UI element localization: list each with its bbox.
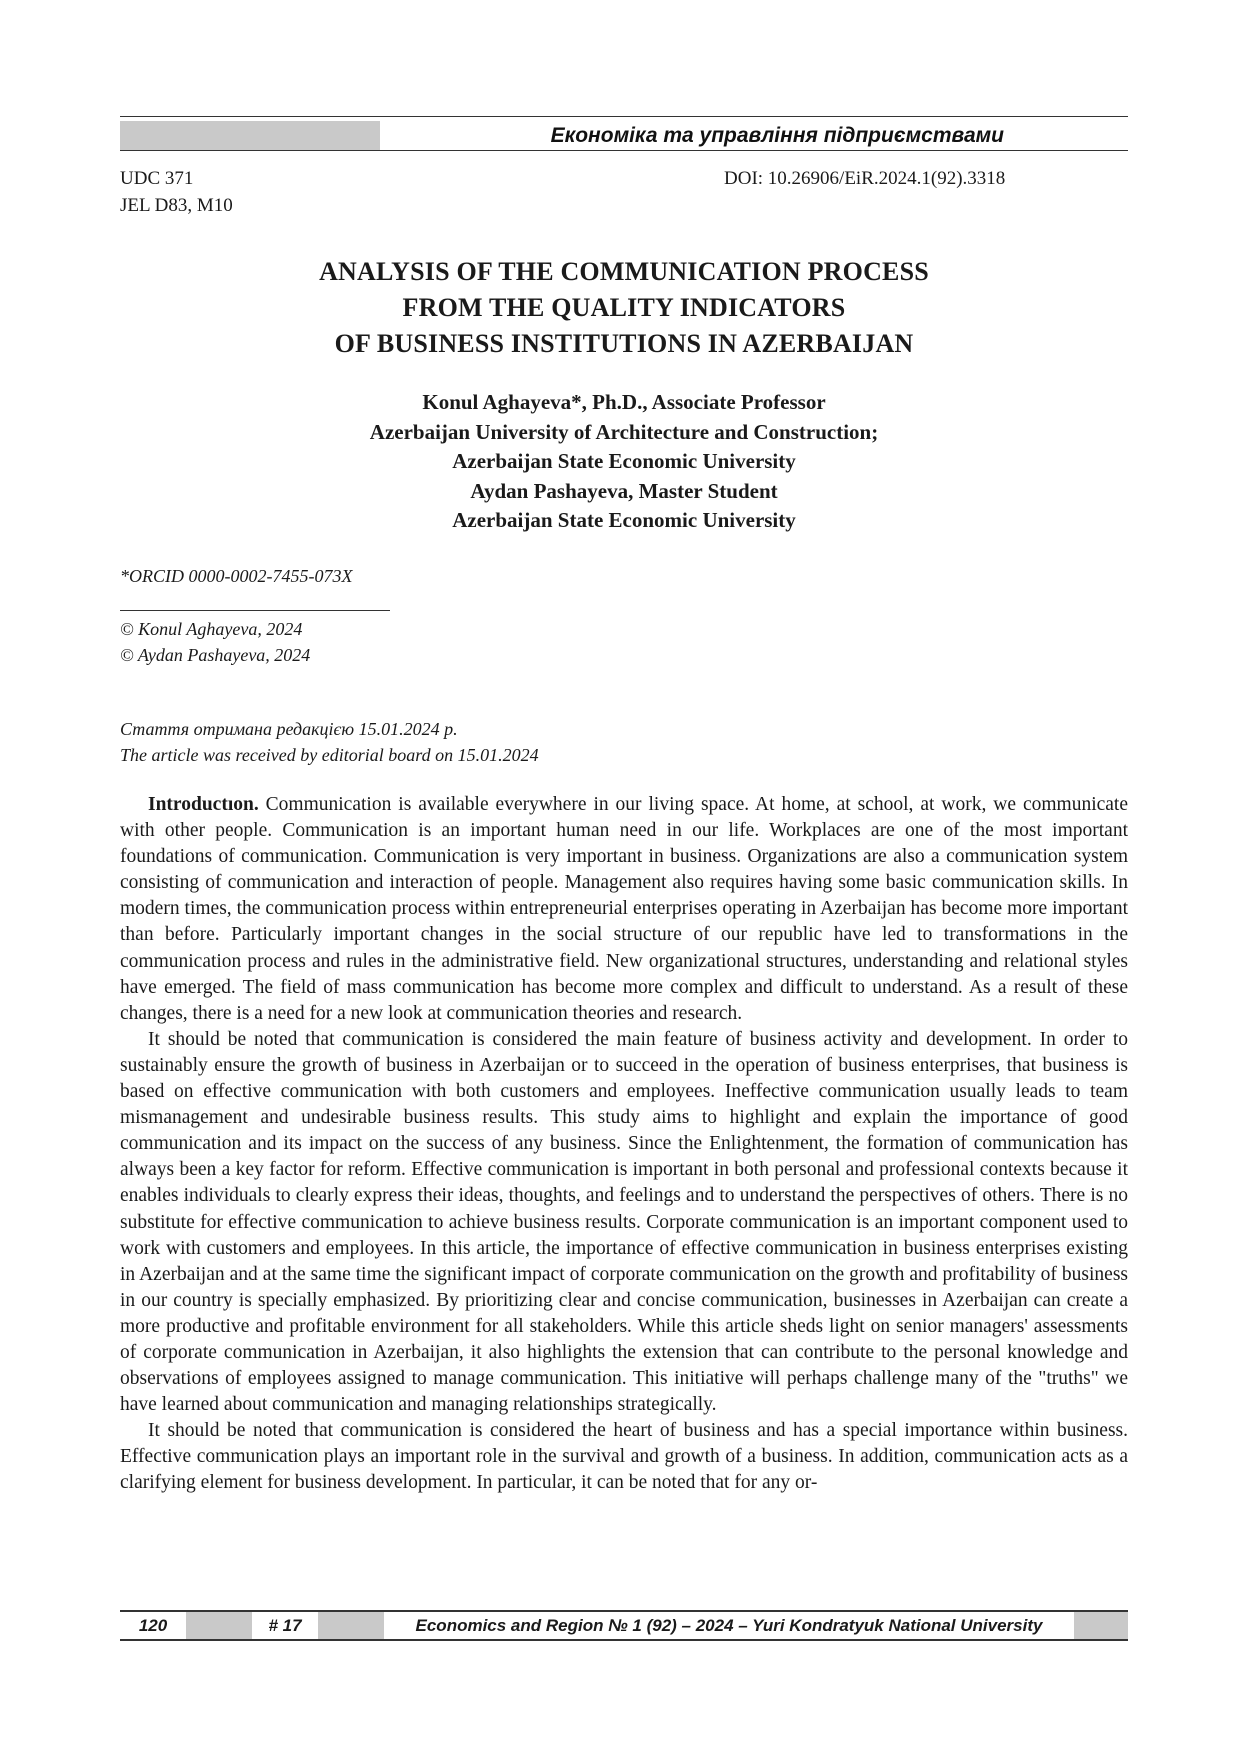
page-number: 120 xyxy=(138,1616,168,1635)
header-gray-block xyxy=(120,121,380,150)
paragraph-text: Communication is available everywhere in our living space. At home, at school, at work, we communicate with other people. Communication is an important human need in our life. Workplaces are one of the most important foundations of communication. Communication is very important in business. Organizations are also a communication system consisting of communication and interaction of people. Management also requires having some basic communication skills. In modern times, the communication process within entrepreneurial enterprises operating in Azerbaijan has become more important than before. Particularly important changes in the social structure of our republic have led to transformations in the communication process and rules in the administrative field. New organizational structures, understanding and relational styles have emerged. The field of mass communication has become more complex and difficult to understand. As a result of these changes, there is a need for a new look at communication theories and research. xyxy=(120,794,1128,1024)
article-title xyxy=(120,254,1128,362)
issue-number: # 17 xyxy=(268,1616,302,1635)
jel-code: JEL D83, M10 xyxy=(120,195,233,216)
running-footer xyxy=(120,1610,1128,1641)
section-title: Економіка та управління підприємствами xyxy=(550,124,1004,147)
affiliation-line: Azerbaijan State Economic University xyxy=(452,449,796,473)
running-header xyxy=(120,121,1128,151)
udc-code: UDC 371 xyxy=(120,168,194,189)
doi: DOI: 10.26906/EiR.2024.1(92).3318 xyxy=(724,168,1006,189)
footer-gray-block xyxy=(1074,1612,1128,1639)
copyright-line: © Konul Aghayeva, 2024 xyxy=(120,619,303,639)
title-line: FROM THE QUALITY INDICATORS xyxy=(402,293,846,322)
affiliation-line: Azerbaijan University of Architecture and Construction; xyxy=(369,419,879,444)
title-line: ANALYSIS OF THE COMMUNICATION PROCESS xyxy=(319,257,929,286)
paragraph: It should be noted that communication is considered the main feature of business activity and development. In order to sustainably ensure the growth of business in Azerbaijan or to succeed in the operation of business enterprises, that business is based on effective communication with both customers and employees. Ineffective communication usually leads to team mismanagement and undesirable business results. This study aims to highlight and explain the importance of good communication and its impact on the success of any business. Since the Enlightenment, the formation of communication has always been a key factor for reform. Effective communication is important in both personal and professional contexts because it enables individuals to clearly express their ideas, thoughts, and feelings and to understand the perspectives of others. There is no substitute for effective communication to achieve business results. Corporate communication is an important component used to work with customers and employees. In this article, the importance of effective communication in business enterprises existing in Azerbaijan and at the same time the significant impact of corporate communication on the growth and profitability of business in our country is specially emphasized. By prioritizing clear and concise communication, businesses in Azerbaijan can create a more productive and profitable environment for all stakeholders. While this article sheds light on senior managers' assessments of corporate communication in Azerbaijan, it also highlights the extension that can contribute to the personal knowledge and observations of employees assigned to manage communication. This initiative will perhaps challenge many of the "truths" we have learned about communication and managing relationships strategically. xyxy=(120,1028,1128,1416)
footnote-rule xyxy=(120,610,390,611)
orcid-note: *ORCID 0000-0002-7455-073X xyxy=(120,566,353,586)
header-top-rule xyxy=(120,116,1128,117)
paragraph xyxy=(120,792,1128,1027)
footer-gray-block xyxy=(186,1612,252,1639)
author-block xyxy=(120,388,1128,536)
affiliation-line: Azerbaijan State Economic University xyxy=(452,508,796,532)
author-line: Konul Aghayeva*, Ph.D., Associate Professor xyxy=(422,390,826,414)
author-line: Aydan Pashayeva, Master Student xyxy=(470,478,778,503)
section-heading: Introductıon. xyxy=(148,794,259,815)
journal-info: Economics and Region № 1 (92) – 2024 – Yuri Kondratyuk National University xyxy=(415,1616,1043,1635)
copyright-line: © Aydan Pashayeva, 2024 xyxy=(120,645,311,665)
paragraph: It should be noted that communication is considered the heart of business and has a special importance within business. Effective communication plays an important role in the survival and growth of a business. In addition, communication acts as a clarifying element for business development. In particular, it can be noted that for any or- xyxy=(120,1420,1128,1494)
received-date-en: The article was received by editorial board on 15.01.2024 xyxy=(120,745,539,765)
received-date-ua: Стаття отримана редакцією 15.01.2024 р. xyxy=(120,719,458,739)
footer-gray-block xyxy=(318,1612,384,1639)
title-line: OF BUSINESS INSTITUTIONS IN AZERBAIJAN xyxy=(334,329,914,358)
article-body xyxy=(120,792,1128,1497)
